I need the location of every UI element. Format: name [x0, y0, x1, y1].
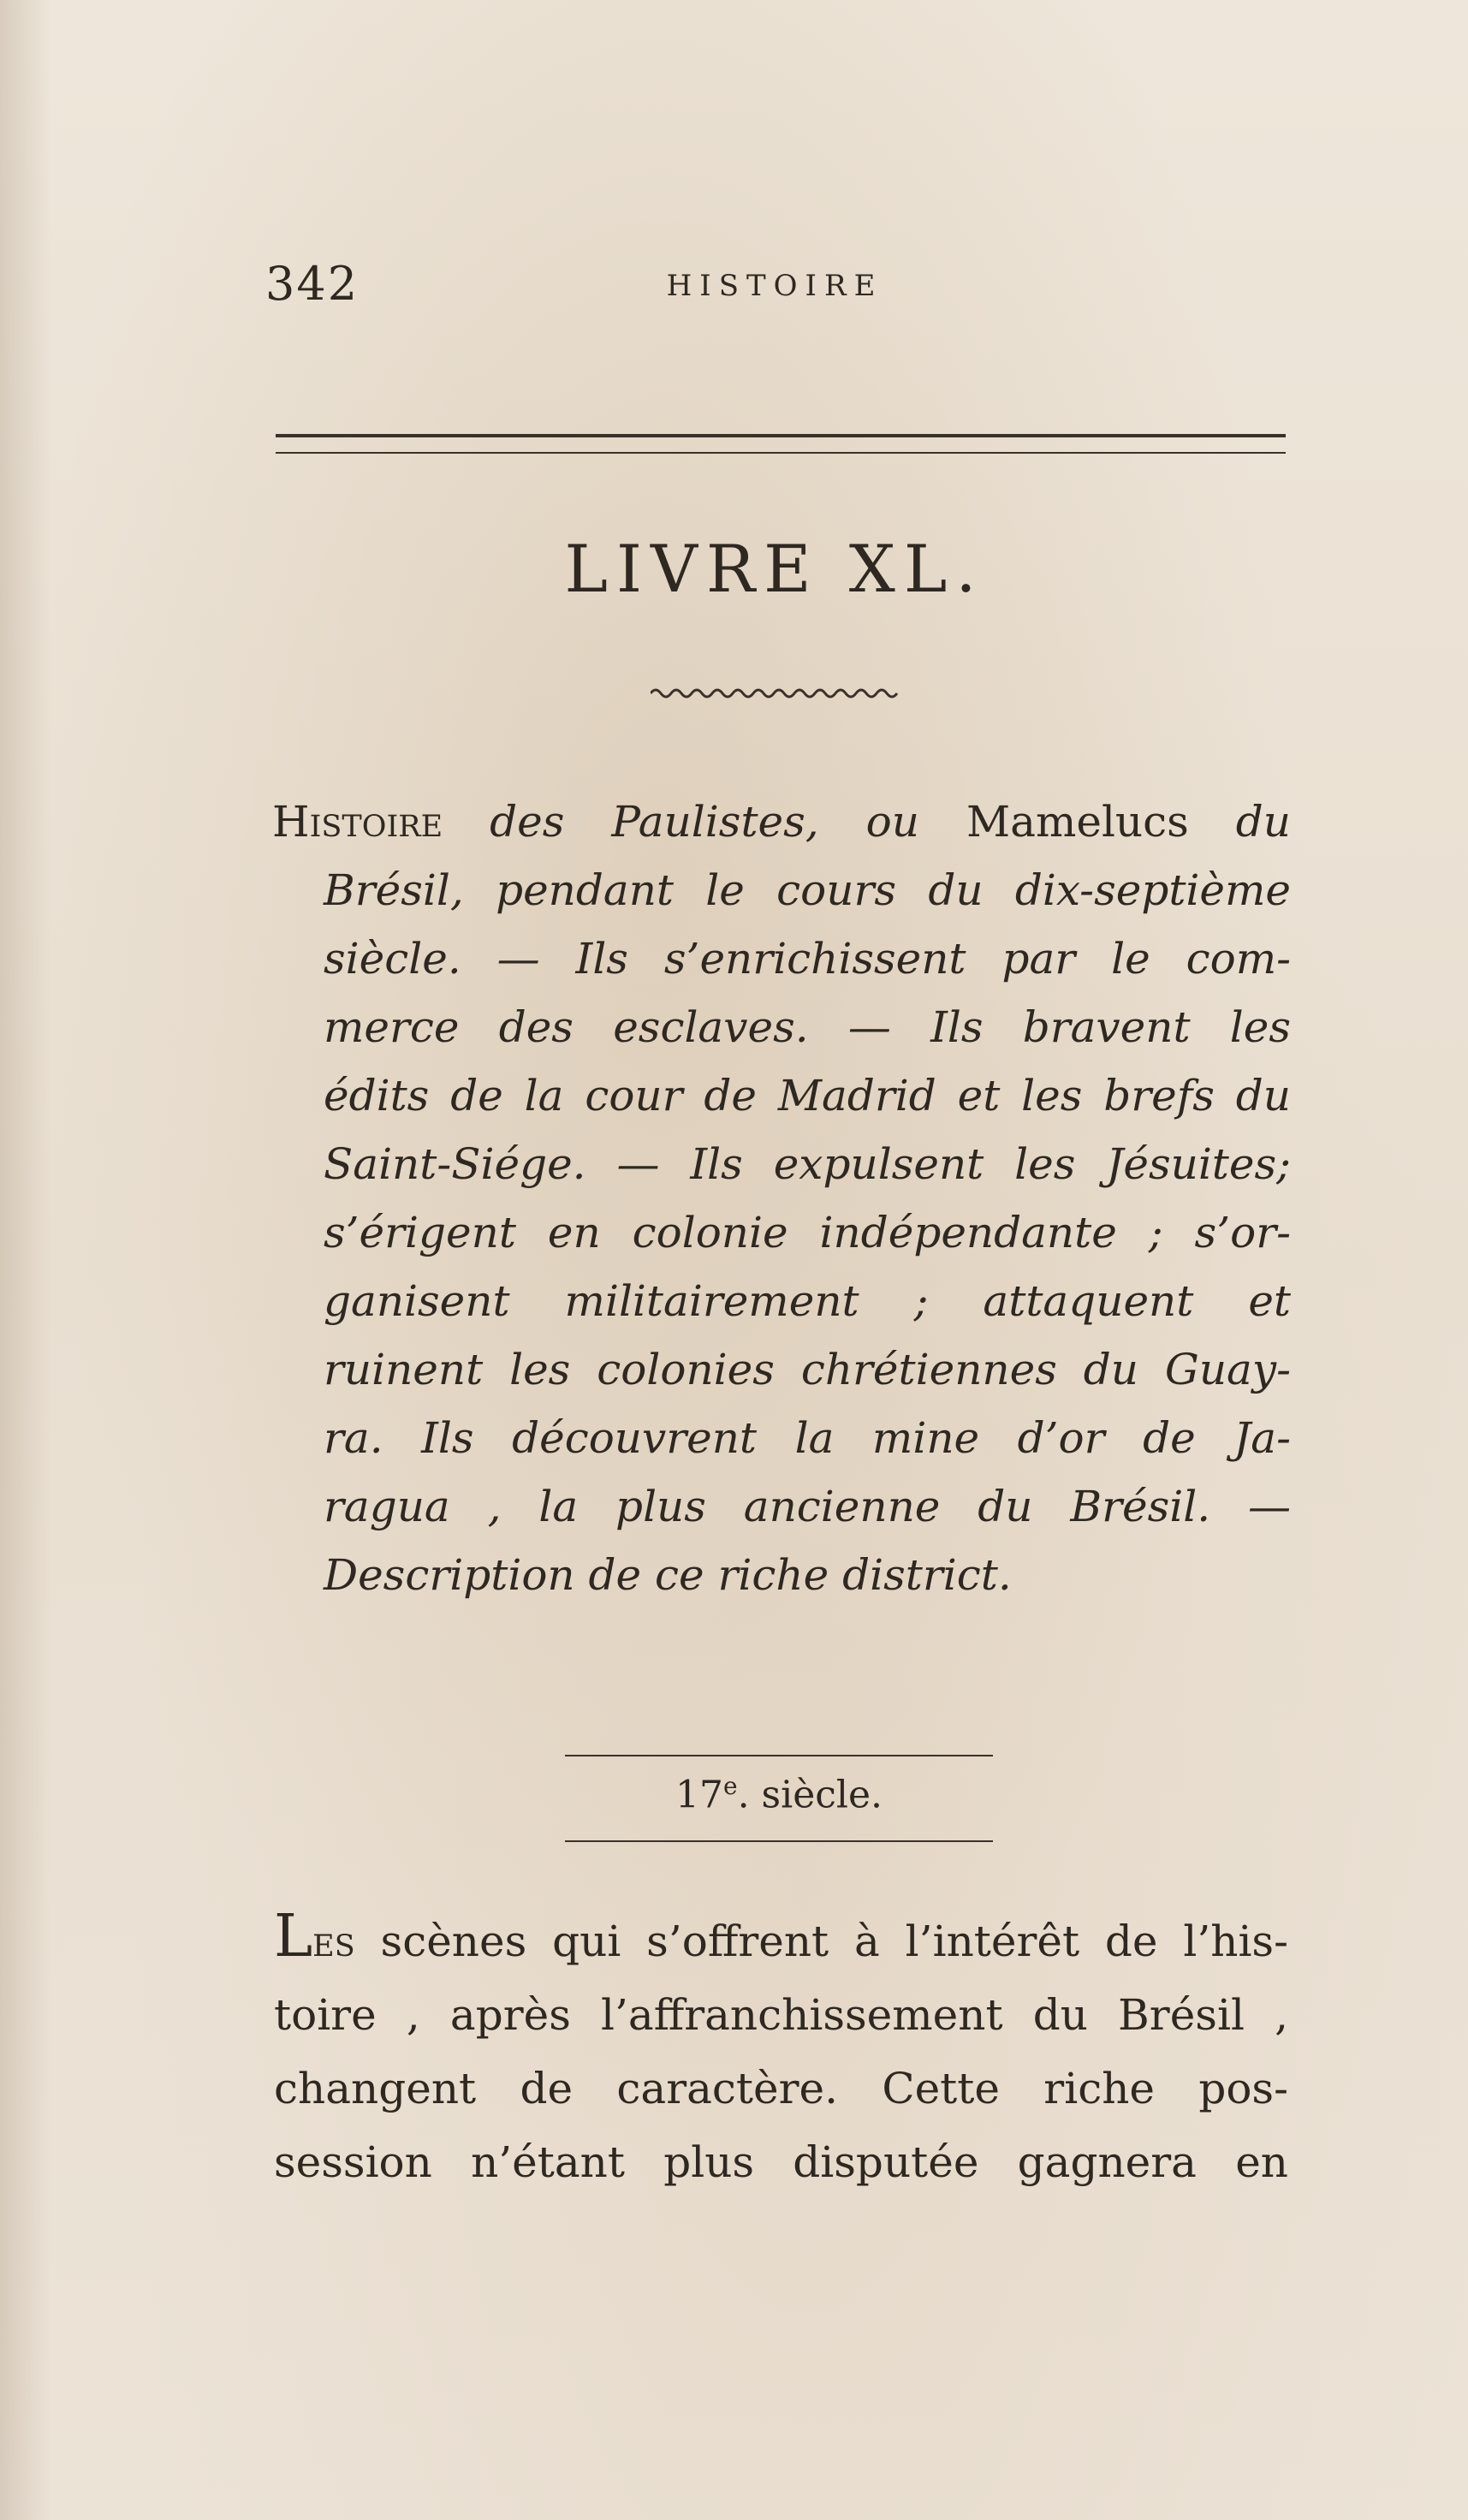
century-note-rule-bottom: [565, 1840, 993, 1842]
drop-cap: L: [274, 1903, 313, 1970]
page-number: 342: [265, 257, 360, 311]
running-title: HISTOIRE: [666, 269, 883, 303]
chapter-summary: [272, 788, 1291, 1609]
summary-line-7: s’érigent en colonie indépendante ; s’or-: [324, 1208, 1291, 1257]
summary-line-2: Brésil, pendant le cours du dix-septième: [324, 865, 1291, 915]
first-word-smallcaps: es: [312, 1917, 355, 1966]
summary-line-5: édits de la cour de Madrid et les brefs du: [324, 1071, 1291, 1120]
summary-line-10: ra. Ils découvrent la mine d’or de Ja-: [324, 1413, 1291, 1463]
header-rule-thick: [276, 434, 1286, 437]
summary-lead-word: Histoire: [272, 797, 443, 847]
century-label: . siècle.: [737, 1773, 883, 1817]
summary-line-11: ragua , la plus ancienne du Brésil. —: [324, 1482, 1291, 1531]
body-line-1: Les scènes qui s’offrent à l’intérêt de l’his-: [274, 1903, 1288, 1970]
summary-line-6: Saint-Siége. — Ils expulsent les Jésuites;: [324, 1139, 1291, 1189]
body-text: [274, 1900, 1288, 2199]
chapter-title: LIVRE XL.: [564, 531, 985, 607]
summary-line-12: Description de ce riche district.: [324, 1550, 1012, 1600]
summary-line-4: merce des esclaves. — Ils bravent les: [324, 1002, 1291, 1052]
century-note-rule-top: [565, 1755, 993, 1756]
summary-line-8: ganisent militairement ; attaquent et: [324, 1276, 1291, 1326]
summary-line-9: ruinent les colonies chrétiennes du Guay-: [324, 1345, 1291, 1394]
wavy-ornament: [651, 685, 899, 702]
body-line-4: session n’étant plus disputée gagnera en: [274, 2137, 1288, 2187]
summary-line-3: siècle. — Ils s’enrichissent par le com-: [324, 934, 1291, 984]
running-head: [265, 257, 1284, 325]
summary-roman-word: Mamelucs: [966, 797, 1189, 847]
century-number: 17: [675, 1773, 723, 1817]
summary-line-1: Histoire des Paulistes, ou Mamelucs du: [272, 797, 1291, 847]
body-line-2: toire , après l’affranchissement du Brésil ,: [274, 1990, 1288, 2040]
page-edge-shadow: [0, 0, 51, 2520]
century-note: [565, 1772, 993, 1817]
century-suffix: e: [723, 1772, 738, 1800]
header-rule-thin: [276, 452, 1286, 454]
body-line-3: changent de caractère. Cette riche pos-: [274, 2064, 1288, 2113]
